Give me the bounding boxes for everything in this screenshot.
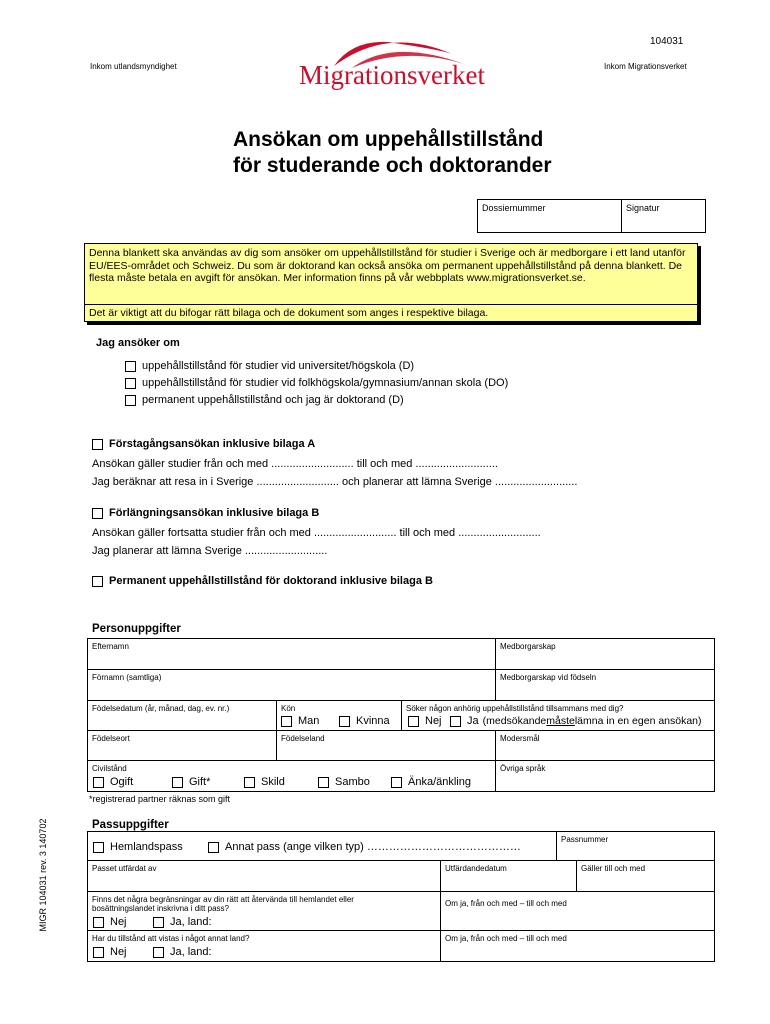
signature-field[interactable]: [621, 199, 706, 233]
option-label: uppehållstillstånd för studier vid folkhögskola/gymnasium/annan skola (DO): [142, 377, 509, 389]
birth-date-field[interactable]: [87, 700, 277, 731]
stamp-label-agency: Inkom Migrationsverket: [604, 62, 687, 71]
checkbox[interactable]: [92, 508, 103, 519]
permit-yes[interactable]: [153, 946, 212, 958]
passport-home[interactable]: [93, 841, 183, 853]
signature-label: Signatur: [626, 203, 660, 213]
side-form-code: MIGR 104031 rev. 3 140702: [38, 818, 48, 932]
checkbox[interactable]: [153, 947, 164, 958]
permit-period-label: Om ja, från och med – till och med: [445, 934, 567, 943]
civil-married[interactable]: [172, 776, 210, 788]
permit-yes-label: Ja, land:: [170, 946, 212, 958]
extension-leave-date[interactable]: Jag planerar att lämna Sverige ...........................: [92, 545, 328, 557]
birth-place-label: Födelseort: [92, 734, 130, 743]
extension-application[interactable]: [92, 507, 319, 519]
passport-issuer-field[interactable]: [87, 860, 441, 892]
checkbox[interactable]: [93, 947, 104, 958]
logo-text: Migrationsverket: [299, 60, 485, 90]
checkbox[interactable]: [125, 361, 136, 372]
surname-field[interactable]: [87, 638, 496, 670]
checkbox[interactable]: [93, 917, 104, 928]
civil-unmarried[interactable]: [93, 776, 133, 788]
first-time-study-period[interactable]: Ansökan gäller studier från och med ........................... till och med ...........................: [92, 458, 498, 470]
checkbox[interactable]: [93, 777, 104, 788]
mother-tongue-field[interactable]: [495, 730, 715, 761]
first-names-field[interactable]: [87, 669, 496, 701]
option-university[interactable]: [125, 360, 414, 372]
permit-period-field[interactable]: [440, 930, 715, 962]
checkbox[interactable]: [125, 395, 136, 406]
info-paragraph: Denna blankett ska användas av dig som ansöker om uppehållstillstånd för studier i Sverige och är medborgare i ett land utanför EU/EES-området och Schweiz. Du som är doktorand kan också ansöka om permanent uppehållstillstånd på denna blankett. De flesta måste betala en avgift för ansökan. Mer information finns på vår webbplats www.migrationsverket.se.: [89, 247, 686, 284]
restrictions-period-label: Om ja, från och med – till och med: [445, 899, 567, 908]
civil-status-field: [87, 760, 496, 792]
form-number: 104031: [650, 36, 684, 47]
gender-female-label: Kvinna: [356, 715, 390, 727]
civil-option-label: Sambo: [335, 776, 370, 788]
civil-option-label: Ogift: [110, 776, 134, 788]
passport-valid-until-field[interactable]: [576, 860, 715, 892]
civil-option-label: Skild: [261, 776, 285, 788]
return-restrictions-label: Finns det några begränsningar av din rätt att återvända till hemlandet eller bosättningslandet inskrivna i ditt pass?: [92, 895, 354, 913]
extension-heading: Förlängningsansökan inklusive bilaga B: [109, 507, 320, 519]
birth-place-field[interactable]: [87, 730, 277, 761]
info-box: [84, 243, 698, 322]
other-permit-field: [87, 930, 441, 962]
permanent-heading: Permanent uppehållstillstånd för doktorand inklusive bilaga B: [109, 575, 433, 587]
passport-issue-date-label: Utfärdandedatum: [445, 864, 507, 873]
stamp-label-embassy: Inkom utlandsmyndighet: [90, 62, 177, 71]
civil-option-label: Gift*: [189, 776, 211, 788]
option-label: permanent uppehållstillstånd och jag är doktorand (D): [142, 394, 404, 406]
relatives-yes-note-b: måste: [546, 715, 575, 727]
civil-status-label: Civilstånd: [92, 764, 127, 773]
return-restrictions-field: [87, 891, 441, 931]
gender-label: Kön: [281, 704, 296, 713]
personal-heading: Personuppgifter: [92, 623, 181, 635]
civil-footnote: *registrerad partner räknas som gift: [89, 794, 231, 804]
other-languages-label: Övriga språk: [500, 764, 546, 773]
restrictions-period-field[interactable]: [440, 891, 715, 931]
passport-heading: Passuppgifter: [92, 819, 169, 831]
checkbox[interactable]: [408, 716, 419, 727]
other-languages-field[interactable]: [495, 760, 715, 792]
gender-field: [276, 700, 402, 731]
checkbox[interactable]: [318, 777, 329, 788]
passport-type-field: [87, 831, 557, 861]
relatives-yes-label: Ja: [467, 715, 479, 727]
citizenship-birth-label: Medborgarskap vid födseln: [500, 673, 597, 682]
extension-study-period[interactable]: Ansökan gäller fortsatta studier från och med ........................... till och med ...........................: [92, 527, 541, 539]
gender-male[interactable]: [281, 715, 319, 727]
civil-widowed[interactable]: [391, 776, 471, 788]
relatives-yes-note-a: (medsökande: [482, 715, 547, 727]
passport-number-field[interactable]: [556, 831, 715, 861]
page-title: Ansökan om uppehållstillstånd: [233, 128, 544, 151]
checkbox[interactable]: [92, 439, 103, 450]
first-time-application[interactable]: [92, 438, 315, 450]
info-attachment-note: Det är viktigt att du bifogar rätt bilaga och de dokument som anges i respektive bilaga.: [89, 307, 489, 319]
passport-valid-until-label: Gäller till och med: [581, 864, 646, 873]
option-permanent-doctoral[interactable]: [125, 394, 404, 406]
passport-issuer-label: Passet utfärdat av: [92, 864, 157, 873]
citizenship-field[interactable]: [495, 638, 715, 670]
checkbox[interactable]: [172, 777, 183, 788]
permanent-application[interactable]: [92, 575, 433, 587]
civil-cohabiting[interactable]: [318, 776, 370, 788]
restrictions-no[interactable]: [93, 916, 127, 928]
restrictions-no-label: Nej: [110, 916, 127, 928]
applying-heading: Jag ansöker om: [96, 337, 180, 349]
relatives-yes[interactable]: [450, 715, 702, 727]
citizenship-label: Medborgarskap: [500, 642, 556, 651]
checkbox[interactable]: [92, 576, 103, 587]
first-time-travel-dates[interactable]: Jag beräknar att resa in i Sverige ........................... och planerar att lämna Sverige ...........................: [92, 476, 578, 488]
civil-option-label: Änka/änkling: [408, 776, 471, 788]
first-time-heading: Förstagångsansökan inklusive bilaga A: [109, 438, 316, 450]
surname-label: Efternamn: [92, 642, 129, 651]
relatives-field: [401, 700, 715, 731]
checkbox[interactable]: [244, 777, 255, 788]
passport-other-label: Annat pass (ange vilken typ) ……………………………………: [225, 841, 521, 853]
birth-country-label: Födelseland: [281, 734, 325, 743]
permit-no-label: Nej: [110, 946, 127, 958]
dossier-number-field[interactable]: [477, 199, 622, 233]
birth-date-label: Födelsedatum (år, månad, dag, ev. nr.): [92, 704, 230, 713]
checkbox[interactable]: [450, 716, 461, 727]
checkbox[interactable]: [391, 777, 402, 788]
dossier-number-label: Dossiernummer: [482, 203, 546, 213]
checkbox[interactable]: [93, 842, 104, 853]
relatives-no[interactable]: [408, 715, 442, 727]
relatives-label: Söker någon anhörig uppehållstillstånd tillsammans med dig?: [406, 704, 624, 713]
checkbox[interactable]: [281, 716, 292, 727]
checkbox[interactable]: [125, 378, 136, 389]
first-names-label: Förnamn (samtliga): [92, 673, 162, 682]
page-subtitle: för studerande och doktorander: [233, 154, 552, 177]
birth-country-field[interactable]: [276, 730, 496, 761]
passport-home-label: Hemlandspass: [110, 841, 183, 853]
gender-male-label: Man: [298, 715, 320, 727]
restrictions-yes[interactable]: [153, 916, 212, 928]
checkbox[interactable]: [153, 917, 164, 928]
option-folk-high-school[interactable]: [125, 377, 508, 389]
passport-number-label: Passnummer: [561, 835, 609, 844]
restrictions-yes-label: Ja, land:: [170, 916, 212, 928]
option-label: uppehållstillstånd för studier vid universitet/högskola (D): [142, 360, 415, 372]
citizenship-birth-field[interactable]: [495, 669, 715, 701]
mother-tongue-label: Modersmål: [500, 734, 540, 743]
passport-other[interactable]: [208, 841, 521, 853]
civil-divorced[interactable]: [244, 776, 285, 788]
passport-issue-date-field[interactable]: [440, 860, 577, 892]
checkbox[interactable]: [208, 842, 219, 853]
checkbox[interactable]: [339, 716, 350, 727]
other-permit-label: Har du tillstånd att vistas i något annat land?: [92, 934, 250, 943]
relatives-no-label: Nej: [425, 715, 442, 727]
logo: [292, 32, 492, 92]
relatives-yes-note-c: lämna in en egen ansökan): [574, 715, 702, 727]
permit-no[interactable]: [93, 946, 127, 958]
gender-female[interactable]: [339, 715, 390, 727]
